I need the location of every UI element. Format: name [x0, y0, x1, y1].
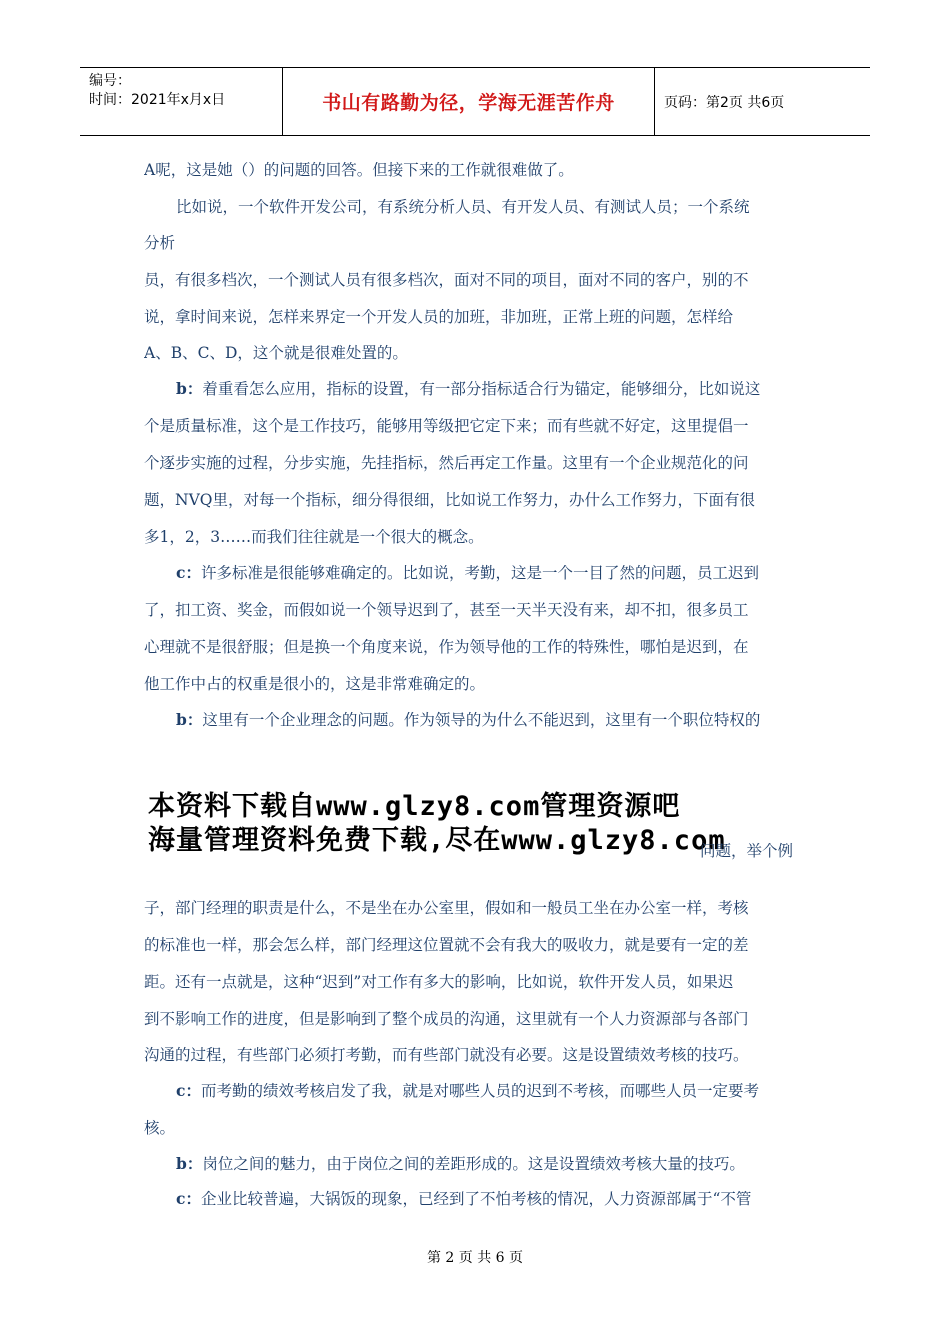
page-footer: 第 2 页 共 6 页	[426, 1250, 524, 1266]
body-line: 分析	[144, 234, 176, 252]
body-line: 个是质量标准，这个是工作技巧，能够用等级把它定下来；而有些就不好定，这里提倡一	[144, 417, 749, 435]
body-line: 说，拿时间来说，怎样来界定一个开发人员的加班，非加班，正常上班的问题，怎样给	[144, 308, 734, 326]
body-line: 心理就不是很舒服；但是换一个角度来说，作为领导他的工作的特殊性，哪怕是迟到，在	[144, 638, 749, 656]
body-line: 子，部门经理的职责是什么，不是坐在办公室里，假如和一般员工坐在办公室一样，考核	[144, 899, 749, 917]
body-line: A、B、C、D，这个就是很难处置的。	[144, 344, 408, 362]
body-paragraph-b1	[144, 379, 808, 399]
body-line: 企业比较普遍，大锅饭的现象，已经到了不怕考核的情况，人力资源部属于“不管	[200, 1190, 752, 1208]
body-paragraph-c1	[144, 563, 808, 583]
body-line: 到不影响工作的进度，但是影响到了整个成员的沟通，这里就有一个人力资源部与各部门	[144, 1010, 749, 1028]
body-line: 问题，举个例	[700, 842, 794, 860]
header-motto: 书山有路勤为径，学海无涯苦作舟	[322, 92, 615, 114]
watermark-line-1: 本资料下载自www.glzy8.com管理资源吧	[148, 791, 681, 822]
body-line: 而考勤的绩效考核启发了我，就是对哪些人员的迟到不考核，而哪些人员一定要考	[200, 1082, 759, 1100]
body-line: 了，扣工资、奖金，而假如说一个领导迟到了，甚至一天半天没有来，却不扣，很多员工	[144, 601, 749, 619]
body-line: 题，NVQ里，对每一个指标，细分得很细，比如说工作努力，办什么工作努力，下面有很	[144, 491, 755, 509]
header-meta	[80, 68, 282, 135]
body-line: 这里有一个企业理念的问题。作为领导的为什么不能迟到，这里有一个职位特权的	[202, 711, 761, 729]
body-line: 着重看怎么应用，指标的设置，有一部分指标适合行为锚定，能够细分，比如说这	[202, 380, 761, 398]
paragraph-label-c: c：	[176, 563, 201, 582]
body-paragraph-b3	[144, 1154, 808, 1174]
body-line: 的标准也一样，那会怎么样，部门经理这位置就不会有我大的吸收力，就是要有一定的差	[144, 936, 749, 954]
header-page-cell	[655, 68, 870, 135]
paragraph-label-c: c：	[176, 1189, 201, 1208]
body-line: 员，有很多档次，一个测试人员有很多档次，面对不同的项目，面对不同的客户，别的不	[144, 271, 749, 289]
body-line: A呢，这是她（）的问题的回答。但接下来的工作就很难做了。	[144, 161, 574, 179]
body-paragraph-c2	[144, 1081, 808, 1101]
paragraph-label-b: b：	[176, 379, 203, 398]
watermark-line-2: 海量管理资料免费下载,尽在www.glzy8.com	[148, 825, 726, 856]
body-line: 距。还有一点就是，这种“迟到”对工作有多大的影响，比如说，软件开发人员，如果迟	[144, 973, 734, 991]
paragraph-label-b: b：	[176, 710, 203, 729]
header-page-label: 页码：第2页 共6页	[664, 94, 785, 111]
page-header	[80, 67, 870, 136]
body-paragraph-c3	[144, 1189, 808, 1209]
header-number-label: 编号：	[89, 73, 131, 89]
body-line: 多1，2，3……而我们往往就是一个很大的概念。	[144, 528, 484, 546]
body-line: 沟通的过程，有些部门必须打考勤，而有些部门就没有必要。这是设置绩效考核的技巧。	[144, 1046, 749, 1064]
body-line: 许多标准是很能够难确定的。比如说，考勤，这是一个一目了然的问题，员工迟到	[200, 564, 759, 582]
header-motto-cell	[282, 68, 655, 135]
body-line: 比如说，一个软件开发公司，有系统分析人员、有开发人员、有测试人员；一个系统	[176, 198, 750, 216]
body-line: 个逐步实施的过程，分步实施，先挂指标，然后再定工作量。这里有一个企业规范化的问	[144, 454, 749, 472]
paragraph-label-b: b：	[176, 1154, 203, 1173]
body-line: 他工作中占的权重是很小的，这是非常难确定的。	[144, 675, 486, 693]
paragraph-label-c: c：	[176, 1081, 201, 1100]
body-paragraph-b2	[144, 710, 808, 730]
body-line: 核。	[144, 1119, 176, 1137]
body-line: 岗位之间的魅力，由于岗位之间的差距形成的。这是设置绩效考核大量的技巧。	[202, 1155, 745, 1173]
header-time-label: 时间：2021年x月x日	[89, 92, 226, 108]
